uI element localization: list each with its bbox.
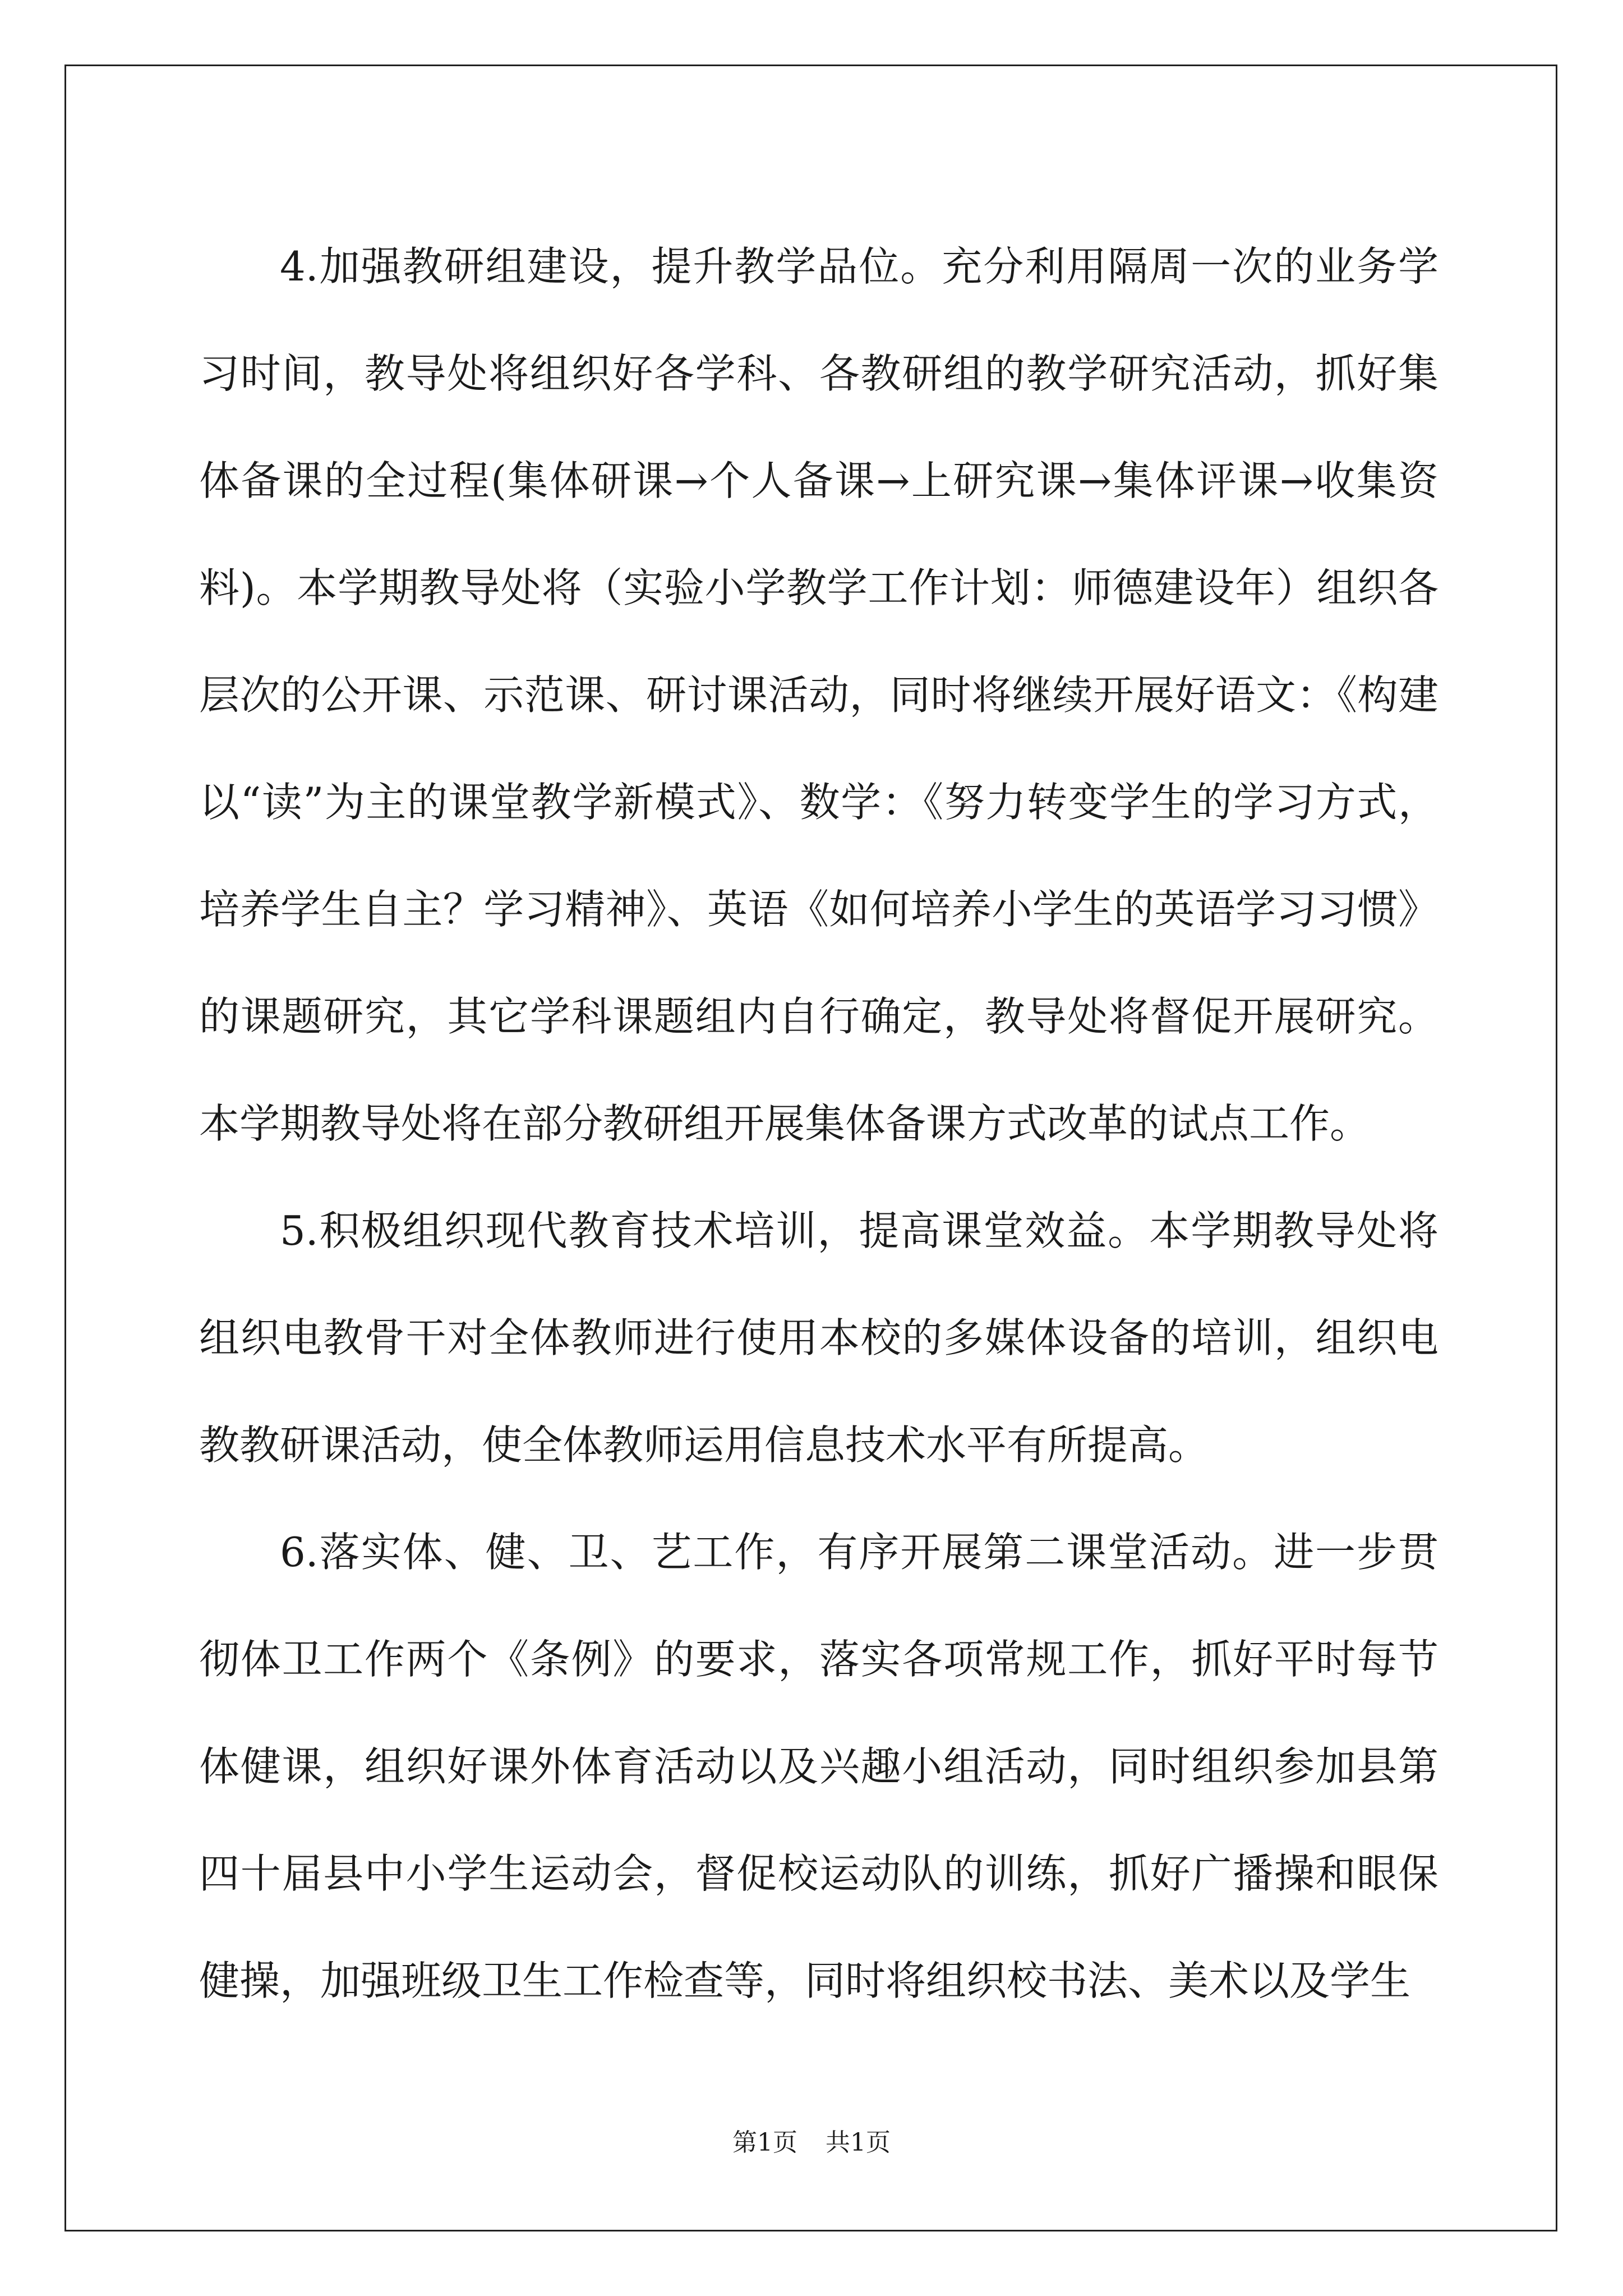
paragraph-item-6: 6.落实体、健、卫、艺工作，有序开展第二课堂活动。进一步贯彻体卫工作两个《条例》的要求，落实各项常规工作，抓好平时每节体健课，组织好课外体育活动以及兴趣小组活动，同时组织参加县第四十届县中小学生运动会，督促校运动队的训练，抓好广播操和眼保健操，加强班级卫生工作检查等，同时将组织校书法、美术以及学生 bbox=[199, 1529, 1438, 2004]
page-total: 共1页 bbox=[826, 2128, 891, 2157]
page-number: 第1页 bbox=[732, 2128, 797, 2157]
paragraph-item-5: 5.积极组织现代教育技术培训，提高课堂效益。本学期教导处将组织电教骨干对全体教师进行使用本校的多媒体设备的培训，组织电教教研课活动，使全体教师运用信息技术水平有所提高。 bbox=[199, 1207, 1438, 1469]
document-body bbox=[199, 213, 1438, 2035]
paragraph-item-4: 4.加强教研组建设，提升教学品位。充分利用隔周一次的业务学习时间，教导处将组织好各学科、各教研组的教学研究活动，抓好集体备课的全过程(集体研课→个人备课→上研究课→集体评课→收集资料)。本学期教导处将（实验小学教学工作计划：师德建设年）组织各层次的公开课、示范课、研讨课活动，同时将继续开展好语文：《构建以“读”为主的课堂教学新模式》、数学：《努力转变学生的学习方式，培养学生自主？学习精神》、英语《如何培养小学生的英语学习习惯》的课题研究，其它学科课题组内自行确定，教导处将督促开展研究。本学期教导处将在部分教研组开展集体备课方式改革的试点工作。 bbox=[199, 243, 1438, 1147]
page-footer bbox=[0, 2126, 1623, 2160]
